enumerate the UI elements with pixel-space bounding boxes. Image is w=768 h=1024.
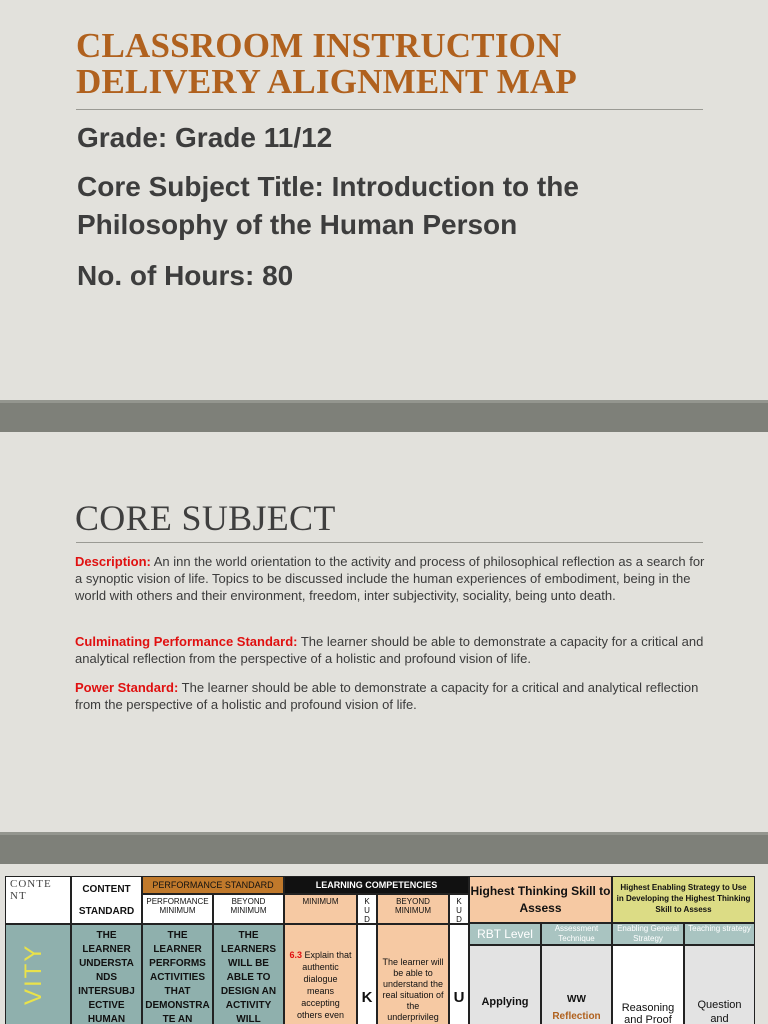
subject-title-line: Core Subject Title: Introduction to the Philosophy of the Human Person (77, 171, 579, 240)
performance-standard-header: PERFORMANCE STANDARD (142, 876, 284, 894)
culminating-standard-label: Culminating Performance Standard: (75, 634, 298, 649)
title-divider (76, 109, 703, 110)
beyond-minimum-cell: THE LEARNERS WILL BE ABLE TO DESIGN AN ACTIVITY WILL (213, 924, 284, 1024)
culminating-standard-text: The learner should be able to demonstrate a capacity for a critical and analytical reflection from the perspective of a holistic and profound vision of life. (75, 634, 704, 666)
heading-divider (76, 542, 703, 543)
slide-title (0, 0, 768, 400)
k-cell: K (357, 924, 377, 1024)
page-title: CLASSROOM INSTRUCTION DELIVERY ALIGNMENT MAP (76, 26, 577, 101)
grade-line: Grade: Grade 11/12 (77, 122, 333, 153)
hours-line: No. of Hours: 80 (77, 260, 294, 291)
description-label: Description: (75, 554, 151, 569)
lc-minimum-header: MINIMUM (284, 894, 357, 924)
assessment-technique-header: Assessment Technique (541, 923, 612, 945)
assessment-value: WW (567, 994, 586, 1005)
rbt-level-cell: Applying (469, 945, 541, 1024)
performance-minimum-header: PERFORMANCE MINIMUM (142, 894, 213, 924)
enabling-strategy-cell: Reasoning and Proof (612, 945, 684, 1024)
performance-minimum-cell: THE LEARNER PERFORMS ACTIVITIES THAT DEMONSTRA TE AN (142, 924, 213, 1024)
competency-code: 6.3 (289, 950, 302, 960)
kud-header-2: K U D (449, 894, 469, 924)
teaching-strategy-header: Teaching strategy (684, 923, 755, 945)
power-standard-label: Power Standard: (75, 680, 179, 695)
slide-separator (0, 832, 768, 864)
lc-minimum-cell (284, 924, 357, 1024)
competency-text: Explain that authentic dialogue means accepting others even (296, 950, 352, 1020)
content-standard-cell: THE LEARNER UNDERSTA NDS INTERSUBJ ECTIVE HUMAN (71, 924, 142, 1024)
kud-header: K U D (357, 894, 377, 924)
teaching-strategy-cell: Question and (684, 945, 755, 1024)
content-standard-header: CONTENT STANDARD (71, 876, 142, 924)
description-paragraph (75, 553, 707, 604)
slide-alignment-table (0, 864, 768, 1024)
rbt-level-header: RBT Level (469, 923, 541, 945)
content-header: CONTE NT (5, 876, 71, 924)
u-cell: U (449, 924, 469, 1024)
core-subject-heading: CORE SUBJECT (75, 498, 336, 538)
learning-competencies-header: LEARNING COMPETENCIES (284, 876, 469, 894)
highest-thinking-skill-header: Highest Thinking Skill to Assess (469, 876, 612, 923)
power-standard-paragraph (75, 679, 707, 713)
culminating-standard-paragraph (75, 633, 707, 667)
lc-beyond-cell: The learner will be able to understand the real situation of the underprivileg (377, 924, 449, 1024)
highest-enabling-strategy-header: Highest Enabling Strategy to Use in Developing the Highest Thinking Skill to Assess (612, 876, 755, 923)
assessment-sub: Reflection (552, 1011, 601, 1022)
slide-core-subject (0, 432, 768, 832)
description-text: An inn the world orientation to the activity and process of philosophical reflection as a search for a synoptic vision of life. Topics to be discussed include the human experiences of embodiment, being in the world with others and their environment, freedom, inter subjectivity, sociality, being unto death. (75, 554, 705, 603)
beyond-minimum-header: BEYOND MINIMUM (213, 894, 284, 924)
power-standard-text: The learner should be able to demonstrate a capacity for a critical and analytical reflection from the perspective of a holistic and profound vision of life. (75, 680, 699, 712)
assessment-cell (541, 945, 612, 1024)
enabling-general-strategy-header: Enabling General Strategy (612, 923, 684, 945)
slide-separator (0, 400, 768, 432)
content-cell (5, 924, 71, 1024)
lc-beyond-minimum-header: BEYOND MINIMUM (377, 894, 449, 924)
content-value: VITY (20, 943, 47, 1005)
